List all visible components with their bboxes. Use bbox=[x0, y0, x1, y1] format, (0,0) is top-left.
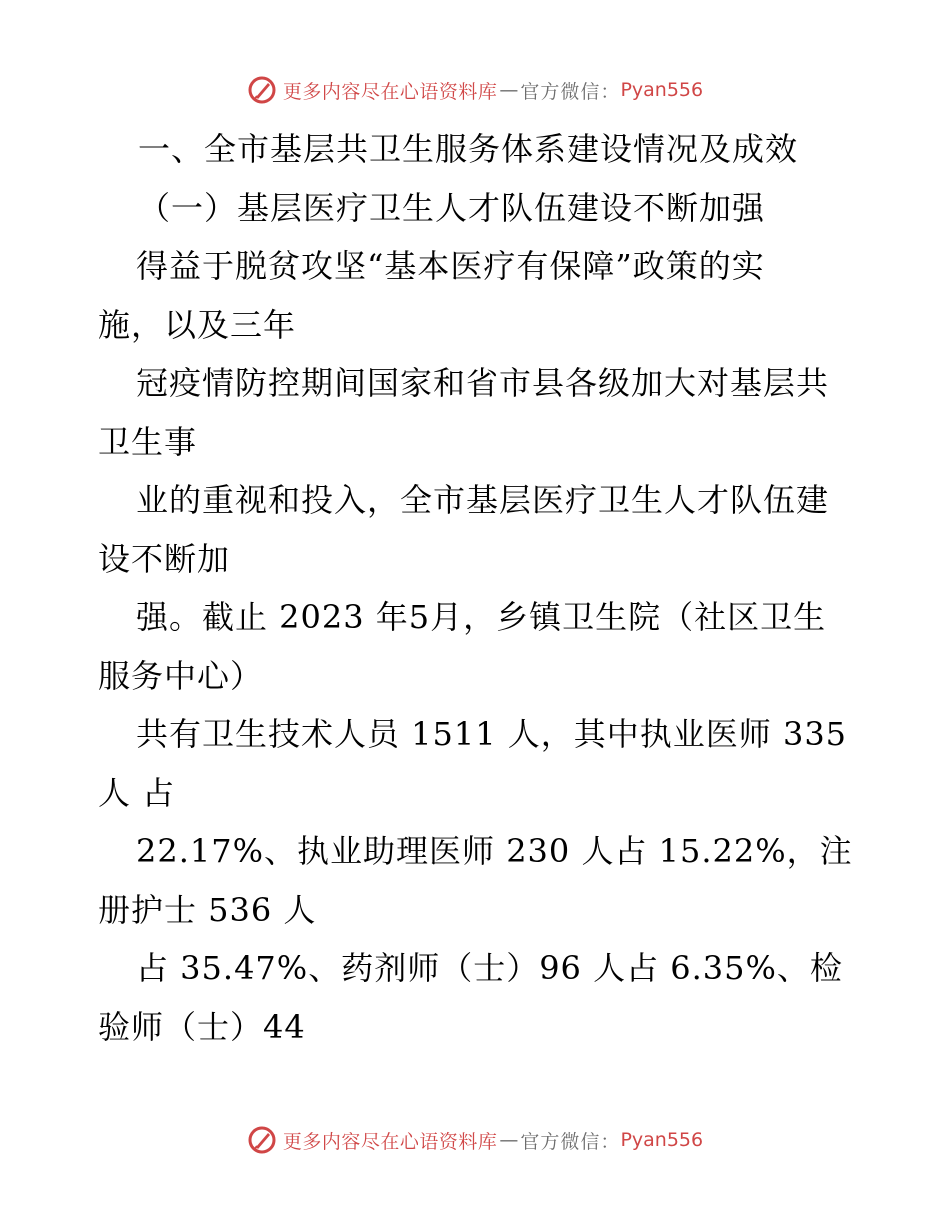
paragraph-line: 22.17%、执业助理医师 230 人占 15.22%，注 bbox=[136, 832, 853, 870]
header-watermark bbox=[0, 70, 950, 110]
watermark-official: 官方微信： bbox=[520, 80, 621, 103]
watermark-wechat-id: Pyan556 bbox=[620, 1129, 704, 1151]
watermark-separator: — bbox=[499, 1129, 519, 1151]
paragraph-line: 业的重视和投入，全市基层医疗卫生人才队伍建 bbox=[136, 481, 830, 519]
quill-logo-icon bbox=[247, 75, 277, 105]
paragraph-line: 得益于脱贫攻坚“基本医疗有保障”政策的实 bbox=[136, 247, 765, 285]
paragraph-line: 冠疫情防控期间国家和省市县各级加大对基层共 bbox=[136, 364, 830, 402]
paragraph-line: 服务中心） bbox=[98, 656, 264, 695]
footer-watermark bbox=[0, 1120, 950, 1160]
paragraph-line: 设不断加 bbox=[98, 539, 231, 578]
paragraph-line: 人 占 bbox=[98, 773, 176, 812]
quill-logo-icon bbox=[247, 1125, 277, 1155]
subsection-heading: （一）基层医疗卫生人才队伍建设不断加强 bbox=[138, 188, 766, 227]
document-body bbox=[98, 120, 858, 1056]
watermark-site: 更多内容尽在心语资料库 bbox=[282, 1130, 498, 1153]
paragraph-line: 共有卫生技术人员 1511 人，其中执业医师 335 bbox=[136, 715, 848, 753]
watermark-official: 官方微信： bbox=[520, 1130, 621, 1153]
paragraph-line: 卫生事 bbox=[98, 422, 198, 461]
paragraph-line: 施，以及三年 bbox=[98, 305, 297, 344]
watermark-separator: — bbox=[499, 79, 519, 101]
paragraph-line: 占 35.47%、药剂师（士）96 人占 6.35%、检 bbox=[136, 949, 843, 987]
paragraph-line: 册护士 536 人 bbox=[98, 890, 317, 929]
watermark-site: 更多内容尽在心语资料库 bbox=[282, 80, 498, 103]
paragraph-line: 验师（士）44 bbox=[98, 1007, 306, 1046]
paragraph-line: 强。截止 2023 年5月，乡镇卫生院（社区卫生 bbox=[136, 598, 827, 636]
watermark-wechat-id: Pyan556 bbox=[620, 79, 704, 101]
section-heading: 一、全市基层共卫生服务体系建设情况及成效 bbox=[138, 130, 799, 168]
